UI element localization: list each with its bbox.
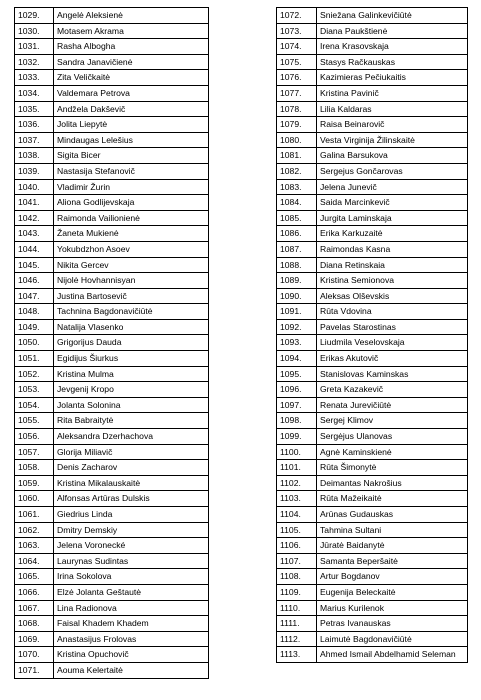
table-row	[277, 179, 468, 195]
row-number: 1089.	[277, 273, 317, 289]
row-number: 1041.	[15, 195, 54, 211]
person-name: Arūnas Gudauskas	[317, 507, 468, 523]
person-name: Kristina Opuchovič	[54, 647, 209, 663]
table-row	[277, 538, 468, 554]
table-row	[277, 288, 468, 304]
table-row	[277, 319, 468, 335]
person-name: Sergejus Gončarovas	[317, 163, 468, 179]
row-number: 1075.	[277, 54, 317, 70]
table-row	[277, 444, 468, 460]
person-name: Tahmina Sultani	[317, 522, 468, 538]
row-number: 1056.	[15, 429, 54, 445]
table-row	[277, 273, 468, 289]
table-row	[15, 335, 209, 351]
row-number: 1030.	[15, 23, 54, 39]
table-row	[277, 429, 468, 445]
person-name: Alfonsas Artūras Dulskis	[54, 491, 209, 507]
person-name: Vladimir Žurin	[54, 179, 209, 195]
person-name: Jevgenij Kropo	[54, 382, 209, 398]
table-row	[277, 600, 468, 616]
table-row	[277, 195, 468, 211]
table-row	[15, 195, 209, 211]
row-number: 1078.	[277, 101, 317, 117]
row-number: 1065.	[15, 569, 54, 585]
person-name: Vesta Virginija Žilinskaitė	[317, 132, 468, 148]
table-row	[15, 444, 209, 460]
row-number: 1055.	[15, 413, 54, 429]
table-row	[15, 273, 209, 289]
row-number: 1113.	[277, 647, 317, 663]
row-number: 1100.	[277, 444, 317, 460]
row-number: 1102.	[277, 475, 317, 491]
row-number: 1088.	[277, 257, 317, 273]
table-row	[277, 117, 468, 133]
row-number: 1112.	[277, 631, 317, 647]
row-number: 1080.	[277, 132, 317, 148]
table-row	[15, 85, 209, 101]
table-row	[277, 366, 468, 382]
table-row	[277, 148, 468, 164]
table-row	[15, 257, 209, 273]
table-row	[277, 631, 468, 647]
table-row	[15, 148, 209, 164]
table-row	[277, 491, 468, 507]
person-name: Egidijus Šiurkus	[54, 351, 209, 367]
table-row	[15, 475, 209, 491]
table-row	[277, 382, 468, 398]
row-number: 1108.	[277, 569, 317, 585]
row-number: 1057.	[15, 444, 54, 460]
person-name: Nikita Gercev	[54, 257, 209, 273]
row-number: 1067.	[15, 600, 54, 616]
table-row	[277, 226, 468, 242]
person-name: Justina Bartosevič	[54, 288, 209, 304]
row-number: 1086.	[277, 226, 317, 242]
table-row	[15, 23, 209, 39]
person-name: Denis Zacharov	[54, 460, 209, 476]
person-name: Anastasijus Frolovas	[54, 631, 209, 647]
person-name: Petras Ivanauskas	[317, 616, 468, 632]
row-number: 1091.	[277, 304, 317, 320]
row-number: 1069.	[15, 631, 54, 647]
person-name: Lilia Kaldaras	[317, 101, 468, 117]
table-row	[15, 54, 209, 70]
person-name: Raimondas Kasna	[317, 241, 468, 257]
right-table-body	[277, 8, 468, 663]
person-name: Stasys Račkauskas	[317, 54, 468, 70]
row-number: 1061.	[15, 507, 54, 523]
person-name: Motasem Akrama	[54, 23, 209, 39]
row-number: 1044.	[15, 241, 54, 257]
person-name: Kristina Mikalauskaitė	[54, 475, 209, 491]
row-number: 1110.	[277, 600, 317, 616]
row-number: 1082.	[277, 163, 317, 179]
row-number: 1053.	[15, 382, 54, 398]
table-row	[15, 39, 209, 55]
person-name: Rasha Albogha	[54, 39, 209, 55]
row-number: 1063.	[15, 538, 54, 554]
person-name: Irina Sokolova	[54, 569, 209, 585]
person-name: Jurgita Laminskaja	[317, 210, 468, 226]
table-row	[277, 569, 468, 585]
person-name: Diana Paukštienė	[317, 23, 468, 39]
person-name: Erika Karkuzaitė	[317, 226, 468, 242]
row-number: 1079.	[277, 117, 317, 133]
row-number: 1072.	[277, 8, 317, 24]
person-name: Tachnina Bagdonavičiūtė	[54, 304, 209, 320]
person-name: Kristina Pavinič	[317, 85, 468, 101]
table-row	[277, 335, 468, 351]
table-row	[15, 8, 209, 24]
table-row	[15, 631, 209, 647]
row-number: 1107.	[277, 553, 317, 569]
row-number: 1105.	[277, 522, 317, 538]
person-name: Kazimieras Pečiukaitis	[317, 70, 468, 86]
person-name: Raimonda Vailionienė	[54, 210, 209, 226]
person-name: Sniežana Galinkevičiūtė	[317, 8, 468, 24]
person-name: Dmitry Demskiy	[54, 522, 209, 538]
row-number: 1032.	[15, 54, 54, 70]
table-row	[15, 132, 209, 148]
table-row	[277, 553, 468, 569]
person-name: Jelena Junevič	[317, 179, 468, 195]
table-row	[15, 429, 209, 445]
person-name: Jolita Liepytė	[54, 117, 209, 133]
person-name: Jūratė Baidanytė	[317, 538, 468, 554]
table-row	[15, 163, 209, 179]
row-number: 1083.	[277, 179, 317, 195]
table-row	[15, 179, 209, 195]
table-row	[15, 538, 209, 554]
table-row	[277, 8, 468, 24]
person-name: Giedrius Linda	[54, 507, 209, 523]
table-row	[277, 522, 468, 538]
person-name: Andžela Dakševič	[54, 101, 209, 117]
row-number: 1033.	[15, 70, 54, 86]
row-number: 1048.	[15, 304, 54, 320]
row-number: 1040.	[15, 179, 54, 195]
person-name: Marius Kurilenok	[317, 600, 468, 616]
row-number: 1059.	[15, 475, 54, 491]
table-row	[15, 241, 209, 257]
table-row	[15, 507, 209, 523]
table-row	[15, 460, 209, 476]
row-number: 1093.	[277, 335, 317, 351]
table-row	[15, 491, 209, 507]
person-name: Erikas Akutovič	[317, 351, 468, 367]
row-number: 1074.	[277, 39, 317, 55]
row-number: 1049.	[15, 319, 54, 335]
row-number: 1111.	[277, 616, 317, 632]
person-name: Pavelas Starostinas	[317, 319, 468, 335]
person-name: Saida Marcinkevič	[317, 195, 468, 211]
row-number: 1094.	[277, 351, 317, 367]
person-name: Stanislovas Kaminskas	[317, 366, 468, 382]
row-number: 1035.	[15, 101, 54, 117]
row-number: 1043.	[15, 226, 54, 242]
row-number: 1092.	[277, 319, 317, 335]
table-row	[277, 460, 468, 476]
row-number: 1097.	[277, 397, 317, 413]
row-number: 1066.	[15, 584, 54, 600]
left-table-body	[15, 8, 209, 679]
right-name-table	[276, 7, 468, 663]
table-row	[15, 584, 209, 600]
row-number: 1062.	[15, 522, 54, 538]
row-number: 1045.	[15, 257, 54, 273]
person-name: Raisa Beinarovič	[317, 117, 468, 133]
table-row	[277, 241, 468, 257]
row-number: 1051.	[15, 351, 54, 367]
row-number: 1047.	[15, 288, 54, 304]
person-name: Renata Jurevičiūtė	[317, 397, 468, 413]
person-name: Sergej Klimov	[317, 413, 468, 429]
person-name: Ahmed Ismail Abdelhamid Seleman	[317, 647, 468, 663]
person-name: Agnė Kaminskienė	[317, 444, 468, 460]
table-row	[277, 304, 468, 320]
person-name: Mindaugas Lelešius	[54, 132, 209, 148]
left-name-table	[14, 7, 209, 679]
person-name: Sergėjus Ulanovas	[317, 429, 468, 445]
row-number: 1064.	[15, 553, 54, 569]
person-name: Liudmila Veselovskaja	[317, 335, 468, 351]
table-row	[277, 85, 468, 101]
person-name: Jelena Voronecké	[54, 538, 209, 554]
row-number: 1076.	[277, 70, 317, 86]
table-row	[277, 616, 468, 632]
person-name: Deimantas Nakrošius	[317, 475, 468, 491]
table-row	[15, 553, 209, 569]
table-row	[15, 304, 209, 320]
table-row	[15, 662, 209, 678]
table-row	[277, 23, 468, 39]
table-row	[15, 101, 209, 117]
table-row	[15, 397, 209, 413]
person-name: Galina Barsukova	[317, 148, 468, 164]
table-row	[277, 257, 468, 273]
table-row	[15, 288, 209, 304]
person-name: Nijolė Hovhannisyan	[54, 273, 209, 289]
table-row	[15, 413, 209, 429]
table-row	[15, 210, 209, 226]
person-name: Elzė Jolanta Geštautė	[54, 584, 209, 600]
row-number: 1106.	[277, 538, 317, 554]
table-row	[277, 210, 468, 226]
person-name: Aliona Godlijevskaja	[54, 195, 209, 211]
table-row	[277, 163, 468, 179]
row-number: 1037.	[15, 132, 54, 148]
person-name: Sigita Bicer	[54, 148, 209, 164]
table-row	[15, 226, 209, 242]
row-number: 1081.	[277, 148, 317, 164]
person-name: Rita Babraitytė	[54, 413, 209, 429]
row-number: 1084.	[277, 195, 317, 211]
row-number: 1054.	[15, 397, 54, 413]
person-name: Angelė Aleksienė	[54, 8, 209, 24]
table-row	[277, 413, 468, 429]
row-number: 1071.	[15, 662, 54, 678]
row-number: 1050.	[15, 335, 54, 351]
person-name: Samanta Beperšaitė	[317, 553, 468, 569]
table-row	[277, 647, 468, 663]
row-number: 1060.	[15, 491, 54, 507]
person-name: Aleksas Olševskis	[317, 288, 468, 304]
table-row	[15, 569, 209, 585]
table-row	[15, 351, 209, 367]
person-name: Žaneta Mukienė	[54, 226, 209, 242]
row-number: 1090.	[277, 288, 317, 304]
person-name: Laurynas Sudintas	[54, 553, 209, 569]
person-name: Aleksandra Dzerhachova	[54, 429, 209, 445]
row-number: 1042.	[15, 210, 54, 226]
person-name: Grigorijus Dauda	[54, 335, 209, 351]
person-name: Nastasija Stefanovič	[54, 163, 209, 179]
row-number: 1095.	[277, 366, 317, 382]
person-name: Laimutė Bagdonavičiūtė	[317, 631, 468, 647]
table-row	[15, 117, 209, 133]
table-row	[277, 507, 468, 523]
row-number: 1039.	[15, 163, 54, 179]
person-name: Yokubdzhon Asoev	[54, 241, 209, 257]
row-number: 1103.	[277, 491, 317, 507]
person-name: Natalija Vlasenko	[54, 319, 209, 335]
person-name: Greta Kazakevič	[317, 382, 468, 398]
row-number: 1038.	[15, 148, 54, 164]
row-number: 1029.	[15, 8, 54, 24]
table-row	[15, 319, 209, 335]
person-name: Valdemara Petrova	[54, 85, 209, 101]
row-number: 1077.	[277, 85, 317, 101]
table-row	[15, 382, 209, 398]
person-name: Eugenija Beleckaitė	[317, 584, 468, 600]
person-name: Rūta Mažeikaitė	[317, 491, 468, 507]
person-name: Lina Radionova	[54, 600, 209, 616]
table-row	[15, 616, 209, 632]
person-name: Jolanta Solonina	[54, 397, 209, 413]
table-row	[277, 70, 468, 86]
person-name: Sandra Janavičienė	[54, 54, 209, 70]
row-number: 1073.	[277, 23, 317, 39]
table-row	[15, 600, 209, 616]
person-name: Kristina Semionova	[317, 273, 468, 289]
table-row	[277, 351, 468, 367]
row-number: 1052.	[15, 366, 54, 382]
row-number: 1034.	[15, 85, 54, 101]
table-row	[277, 39, 468, 55]
table-row	[277, 584, 468, 600]
person-name: Aouma Kelertaitė	[54, 662, 209, 678]
row-number: 1109.	[277, 584, 317, 600]
person-name: Kristina Mulma	[54, 366, 209, 382]
row-number: 1098.	[277, 413, 317, 429]
row-number: 1087.	[277, 241, 317, 257]
person-name: Diana Retinskaia	[317, 257, 468, 273]
row-number: 1070.	[15, 647, 54, 663]
row-number: 1031.	[15, 39, 54, 55]
person-name: Rūta Vdovina	[317, 304, 468, 320]
row-number: 1104.	[277, 507, 317, 523]
person-name: Zita Veličkaitė	[54, 70, 209, 86]
row-number: 1101.	[277, 460, 317, 476]
row-number: 1046.	[15, 273, 54, 289]
person-name: Rūta Šimonytė	[317, 460, 468, 476]
table-row	[15, 366, 209, 382]
table-row	[277, 397, 468, 413]
table-row	[15, 70, 209, 86]
person-name: Faisal Khadem Khadem	[54, 616, 209, 632]
table-row	[277, 132, 468, 148]
row-number: 1058.	[15, 460, 54, 476]
table-row	[277, 101, 468, 117]
table-row	[15, 647, 209, 663]
row-number: 1085.	[277, 210, 317, 226]
row-number: 1099.	[277, 429, 317, 445]
table-row	[277, 475, 468, 491]
row-number: 1068.	[15, 616, 54, 632]
table-row	[15, 522, 209, 538]
person-name: Glorija Miliavič	[54, 444, 209, 460]
row-number: 1036.	[15, 117, 54, 133]
row-number: 1096.	[277, 382, 317, 398]
person-name: Artur Bogdanov	[317, 569, 468, 585]
table-row	[277, 54, 468, 70]
person-name: Irena Krasovskaja	[317, 39, 468, 55]
